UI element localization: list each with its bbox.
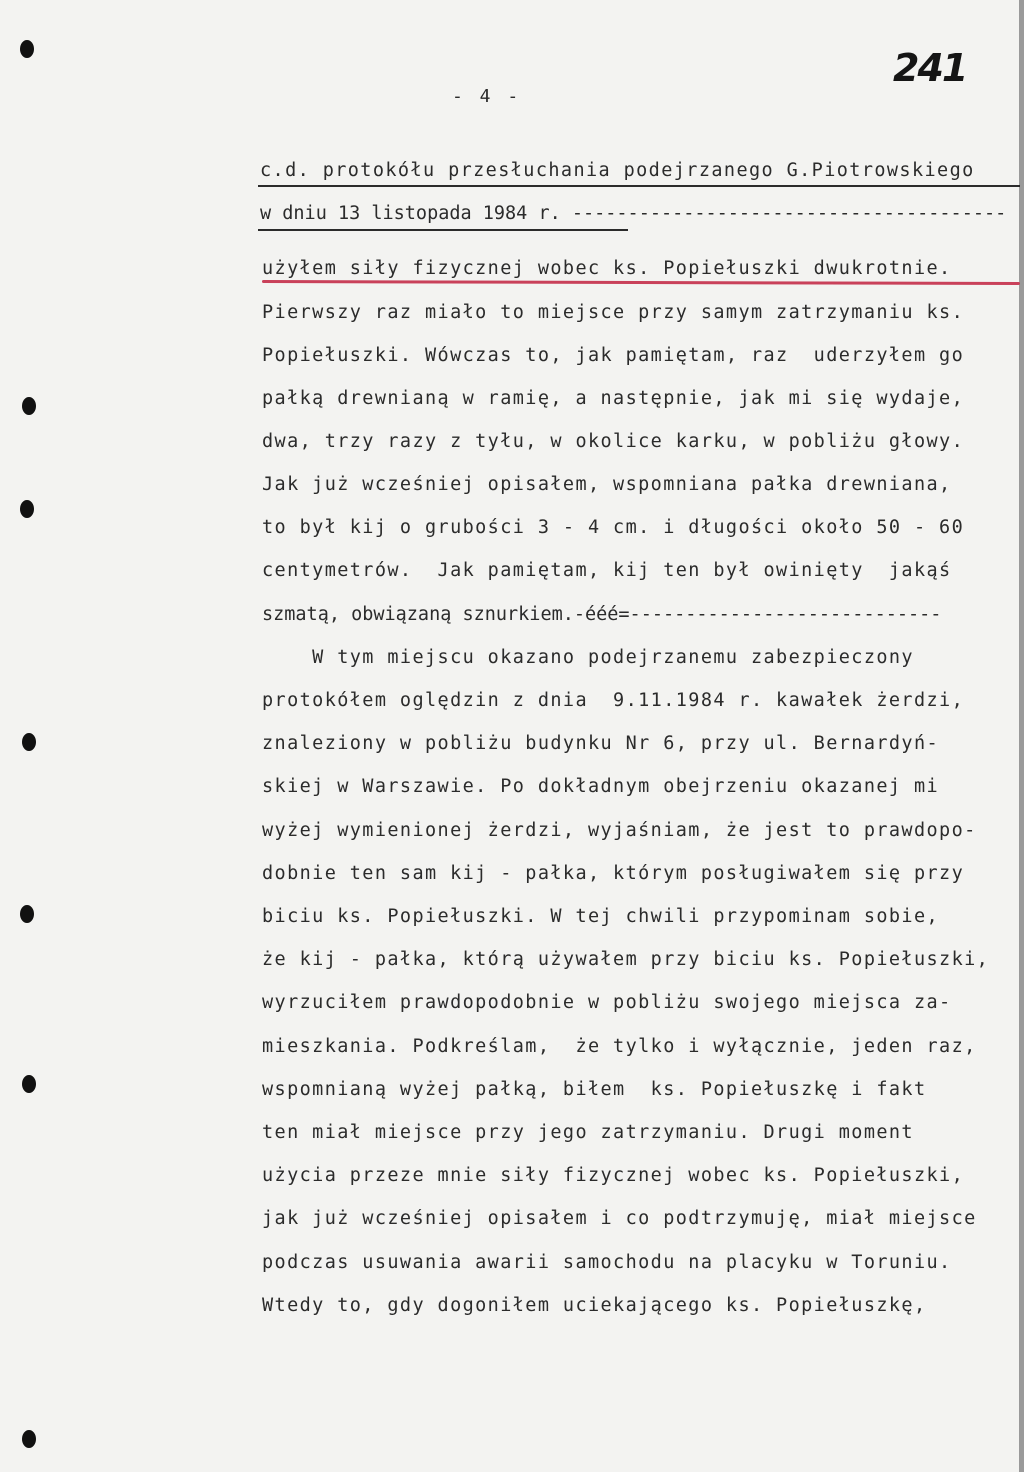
text-line: użycia przeze mnie siły fizycznej wobec ks. Popiełuszki, [262,1165,965,1186]
page-edge [1019,0,1024,1472]
text-line: Jak już wcześniej opisałem, wspomniana pałka drewniana, [262,474,952,495]
punch-hole [22,1075,36,1093]
punch-hole [20,905,34,923]
text-line: wyrzuciłem prawdopodobnie w pobliżu swojego miejsca za- [262,992,952,1013]
text-line: jak już wcześniej opisałem i co podtrzymuję, miał miejsce [262,1208,977,1229]
handwritten-stamp-number: 241 [893,46,967,90]
text-line: to był kij o grubości 3 - 4 cm. i długości około 50 - 60 [262,517,965,538]
text-line: W tym miejscu okazano podejrzanemu zabezpieczony [262,647,914,668]
red-pen-underline [262,280,1020,285]
punch-hole [22,733,36,751]
text-line: dwa, trzy razy z tyłu, w okolice karku, w pobliżu głowy. [262,431,965,452]
text-line: Pierwszy raz miało to miejsce przy samym zatrzymaniu ks. [262,302,965,323]
text-line: podczas usuwania awarii samochodu na placyku w Toruniu. [262,1252,952,1273]
text-line: znaleziony w pobliżu budynku Nr 6, przy ul. Bernardyń- [262,733,940,754]
text-line: biciu ks. Popiełuszki. W tej chwili przypominam sobie, [262,906,940,927]
text-line: ten miał miejsce przy jego zatrzymaniu. Drugi moment [262,1122,914,1143]
text-line: mieszkania. Podkreślam, że tylko i wyłącznie, jeden raz, [262,1036,977,1057]
text-line: Popiełuszki. Wówczas to, jak pamiętam, raz uderzyłem go [262,345,965,366]
text-line: skiej w Warszawie. Po dokładnym obejrzeniu okazanej mi [262,776,940,797]
punch-hole [22,1430,36,1448]
punch-hole [20,500,34,518]
text-line: wspomnianą wyżej pałką, biłem ks. Popiełuszkę i fakt [262,1079,927,1100]
text-line: szmatą, obwiązaną sznurkiem.-ééé=---------------------------- [262,604,942,625]
text-line: że kij - pałka, którą używałem przy biciu ks. Popiełuszki, [262,949,990,970]
text-line: dobnie ten sam kij - pałka, którym posługiwałem się przy [262,863,965,884]
text-line: centymetrów. Jak pamiętam, kij ten był owinięty jakąś [262,560,952,581]
header-underline [258,229,628,231]
punch-hole [22,397,36,415]
text-line: pałką drewnianą w ramię, a następnie, jak mi się wydaje, [262,388,965,409]
text-line: protokółem oględzin z dnia 9.11.1984 r. kawałek żerdzi, [262,690,965,711]
header-line-1: c.d. protokółu przesłuchania podejrzanego G.Piotrowskiego [260,160,975,181]
header-line-2: w dniu 13 listopada 1984 r. --------------------------------------- [260,203,1007,224]
punch-hole [20,40,34,58]
page-number: - 4 - [452,86,522,107]
text-line: wyżej wymienionej żerdzi, wyjaśniam, że jest to prawdopo- [262,820,977,841]
text-line: użyłem siły fizycznej wobec ks. Popiełuszki dwukrotnie. [262,258,952,279]
header-underline [258,185,1020,187]
text-line: Wtedy to, gdy dogoniłem uciekającego ks. Popiełuszkę, [262,1295,927,1316]
